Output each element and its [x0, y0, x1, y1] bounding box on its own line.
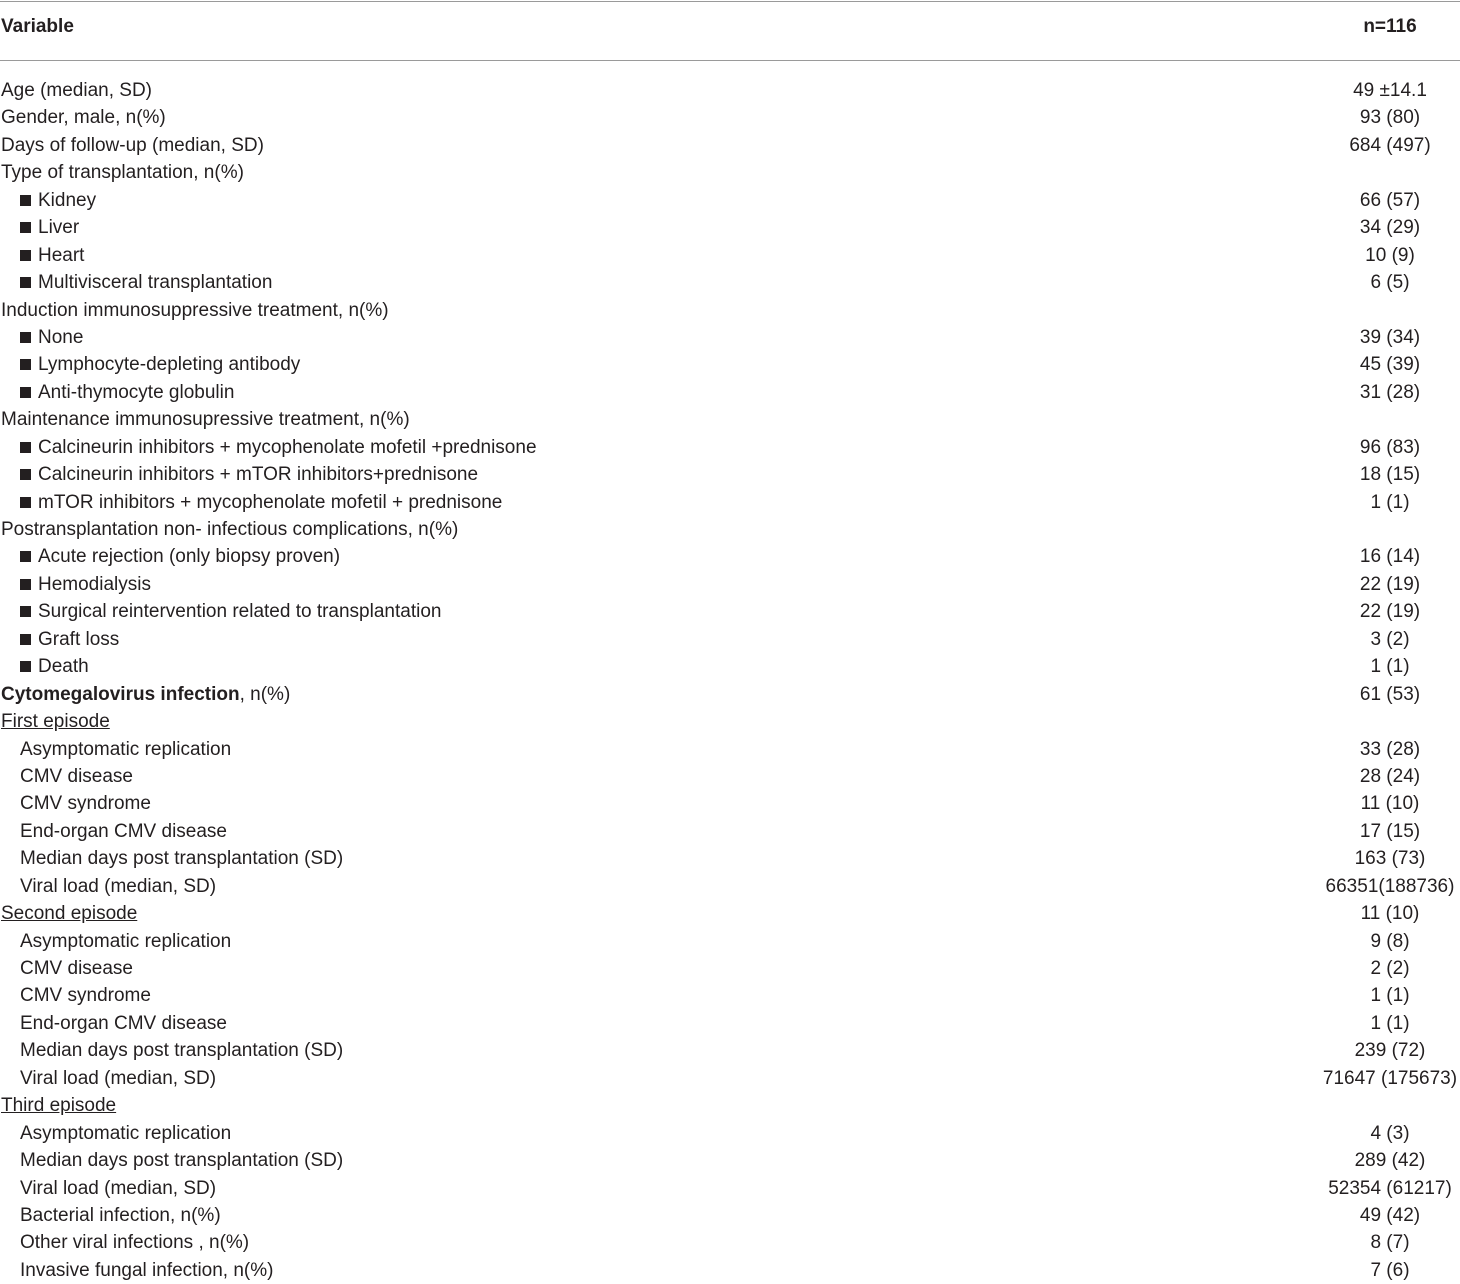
- bullet-square-icon: [20, 442, 31, 453]
- bullet-square-icon: [20, 277, 31, 288]
- row-label: Gender, male, n(%): [1, 107, 166, 129]
- table-row: [0, 543, 1460, 570]
- bullet-square-icon: [20, 250, 31, 261]
- subsection-row: [0, 1092, 1460, 1119]
- row-value: 61 (53): [1359, 683, 1421, 705]
- table-row: [0, 461, 1460, 488]
- table-row: [0, 873, 1460, 900]
- subsection-row: [0, 900, 1460, 927]
- row-value: 39 (34): [1359, 326, 1421, 348]
- subsection-label: Second episode: [1, 903, 138, 925]
- row-label: End-organ CMV disease: [20, 820, 227, 842]
- header-rule: [0, 60, 1460, 61]
- row-value: 239 (72): [1354, 1040, 1426, 1062]
- row-label: None: [38, 326, 84, 348]
- row-label: Asymptomatic replication: [20, 738, 232, 760]
- table-row: [0, 653, 1460, 680]
- row-label: Multivisceral transplantation: [38, 272, 273, 294]
- row-label: Death: [38, 656, 89, 678]
- row-value: 6 (5): [1370, 272, 1410, 294]
- bullet-square-icon: [20, 469, 31, 480]
- table-row: [0, 928, 1460, 955]
- row-label: Calcineurin inhibitors + mycophenolate mofetil +prednisone: [38, 436, 537, 458]
- row-value: 28 (24): [1359, 765, 1421, 787]
- row-value: 1 (1): [1370, 656, 1410, 678]
- table-body: [0, 77, 1460, 1284]
- bullet-square-icon: [20, 579, 31, 590]
- row-value: 71647 (175673): [1322, 1067, 1458, 1089]
- row-value: 1 (1): [1370, 985, 1410, 1007]
- bullet-square-icon: [20, 661, 31, 672]
- table-row: [0, 1202, 1460, 1229]
- row-label: Anti-thymocyte globulin: [38, 381, 235, 403]
- row-value: 8 (7): [1370, 1232, 1410, 1254]
- row-value: 16 (14): [1359, 546, 1421, 568]
- table-row: [0, 818, 1460, 845]
- section-label-bold: Cytomegalovirus infection: [1, 683, 240, 705]
- row-label: Age (median, SD): [1, 80, 153, 101]
- row-label: Asymptomatic replication: [20, 930, 232, 952]
- row-label: Invasive fungal infection, n(%): [20, 1259, 274, 1281]
- row-label: CMV disease: [20, 958, 133, 979]
- bullet-square-icon: [20, 634, 31, 645]
- row-value: 11 (10): [1360, 793, 1420, 815]
- row-value: 49 ±14.1: [1353, 80, 1427, 101]
- row-value: 66351(188736): [1325, 875, 1455, 897]
- row-label: Median days post transplantation (SD): [20, 848, 344, 870]
- row-value: 45 (39): [1359, 354, 1421, 376]
- section-label: Induction immunosuppressive treatment, n(%): [1, 299, 389, 321]
- row-value: 96 (83): [1359, 436, 1421, 458]
- table-row: [0, 955, 1460, 982]
- row-value: 3 (2): [1370, 628, 1410, 650]
- row-value: 163 (73): [1354, 848, 1426, 870]
- row-label: Other viral infections , n(%): [20, 1232, 250, 1254]
- table-row: [0, 489, 1460, 516]
- section-label-suffix: , n(%): [239, 683, 291, 705]
- bullet-square-icon: [20, 497, 31, 508]
- row-value: 7 (6): [1370, 1259, 1410, 1281]
- row-label: Viral load (median, SD): [20, 1177, 217, 1199]
- section-label: Type of transplantation, n(%): [1, 162, 244, 184]
- bullet-square-icon: [20, 332, 31, 343]
- row-label: End-organ CMV disease: [20, 1012, 227, 1034]
- row-value: 1 (1): [1370, 1012, 1410, 1034]
- table-row: [0, 77, 1460, 104]
- row-label: Acute rejection (only biopsy proven): [38, 546, 341, 568]
- table-row: [0, 626, 1460, 653]
- row-value: 18 (15): [1359, 464, 1421, 486]
- row-label: Calcineurin inhibitors + mTOR inhibitors+prednisone: [38, 464, 479, 486]
- section-row: [0, 406, 1460, 433]
- row-value: 66 (57): [1359, 189, 1421, 211]
- table-row: [0, 790, 1460, 817]
- row-value: 49 (42): [1359, 1204, 1421, 1226]
- row-value: 31 (28): [1359, 381, 1421, 403]
- table-row: [0, 1065, 1460, 1092]
- row-label: Viral load (median, SD): [20, 875, 217, 897]
- section-label: Postransplantation non- infectious complications, n(%): [1, 519, 459, 540]
- row-value: 1 (1): [1370, 491, 1410, 513]
- row-value: 22 (19): [1359, 601, 1421, 623]
- row-label: Liver: [38, 217, 80, 239]
- section-row: [0, 297, 1460, 324]
- table-row: [0, 982, 1460, 1009]
- subsection-row: [0, 708, 1460, 735]
- table-row: [0, 763, 1460, 790]
- bullet-square-icon: [20, 359, 31, 370]
- table-row: [0, 1120, 1460, 1147]
- bullet-square-icon: [20, 387, 31, 398]
- row-value: 93 (80): [1359, 107, 1421, 129]
- table-row: [0, 214, 1460, 241]
- section-row: [0, 516, 1460, 543]
- table-row: [0, 1037, 1460, 1064]
- subsection-label: Third episode: [1, 1095, 117, 1117]
- section-row: [0, 681, 1460, 708]
- table-row: [0, 845, 1460, 872]
- table-row: [0, 1257, 1460, 1284]
- table-row: [0, 434, 1460, 461]
- section-label: Maintenance immunosupressive treatment, n(%): [1, 409, 410, 431]
- row-value: 4 (3): [1370, 1122, 1410, 1144]
- row-label: Graft loss: [38, 628, 120, 650]
- row-value: 2 (2): [1370, 958, 1410, 979]
- row-value: 10 (9): [1365, 244, 1415, 266]
- row-label: Days of follow-up (median, SD): [1, 134, 264, 156]
- bullet-square-icon: [20, 195, 31, 206]
- table-row: [0, 351, 1460, 378]
- table-row: [0, 324, 1460, 351]
- table-row: [0, 379, 1460, 406]
- row-label: CMV syndrome: [20, 985, 151, 1007]
- bullet-square-icon: [20, 551, 31, 562]
- row-value: 17 (15): [1359, 820, 1421, 842]
- row-label: mTOR inhibitors + mycophenolate mofetil + prednisone: [38, 491, 503, 513]
- table-row: [0, 598, 1460, 625]
- row-value: 9 (8): [1370, 930, 1410, 952]
- row-value: 52354 (61217): [1328, 1177, 1452, 1199]
- row-label: Heart: [38, 244, 85, 266]
- section-row: [0, 159, 1460, 186]
- row-label: Median days post transplantation (SD): [20, 1040, 344, 1062]
- subsection-label: First episode: [1, 711, 110, 733]
- table-row: [0, 269, 1460, 296]
- table-header: [0, 12, 1460, 42]
- column-header-n: n=116: [1363, 16, 1417, 37]
- table-row: [0, 132, 1460, 159]
- row-label: Bacterial infection, n(%): [20, 1204, 221, 1226]
- row-value: 684 (497): [1349, 134, 1431, 156]
- row-label: Kidney: [38, 189, 97, 211]
- table-row: [0, 104, 1460, 131]
- row-value: 34 (29): [1359, 217, 1421, 239]
- bullet-square-icon: [20, 222, 31, 233]
- row-value: 22 (19): [1359, 573, 1421, 595]
- table-row: [0, 736, 1460, 763]
- row-label: Lymphocyte-depleting antibody: [38, 354, 301, 376]
- column-header-variable: Variable: [1, 16, 74, 37]
- table-row: [0, 187, 1460, 214]
- bullet-square-icon: [20, 606, 31, 617]
- table-row: [0, 1229, 1460, 1256]
- table-row: [0, 571, 1460, 598]
- row-label: Median days post transplantation (SD): [20, 1150, 344, 1172]
- row-value: 33 (28): [1359, 738, 1421, 760]
- table-row: [0, 1175, 1460, 1202]
- row-label: Asymptomatic replication: [20, 1122, 232, 1144]
- table-row: [0, 1010, 1460, 1037]
- row-label: Hemodialysis: [38, 573, 151, 595]
- table-top-rule: [0, 1, 1460, 2]
- table-row: [0, 242, 1460, 269]
- row-label: CMV disease: [20, 765, 133, 787]
- row-value: 11 (10): [1360, 903, 1420, 925]
- table-row: [0, 1147, 1460, 1174]
- row-label: Viral load (median, SD): [20, 1067, 217, 1089]
- row-label: CMV syndrome: [20, 793, 151, 815]
- row-value: 289 (42): [1354, 1150, 1426, 1172]
- row-label: Surgical reintervention related to transplantation: [38, 601, 442, 623]
